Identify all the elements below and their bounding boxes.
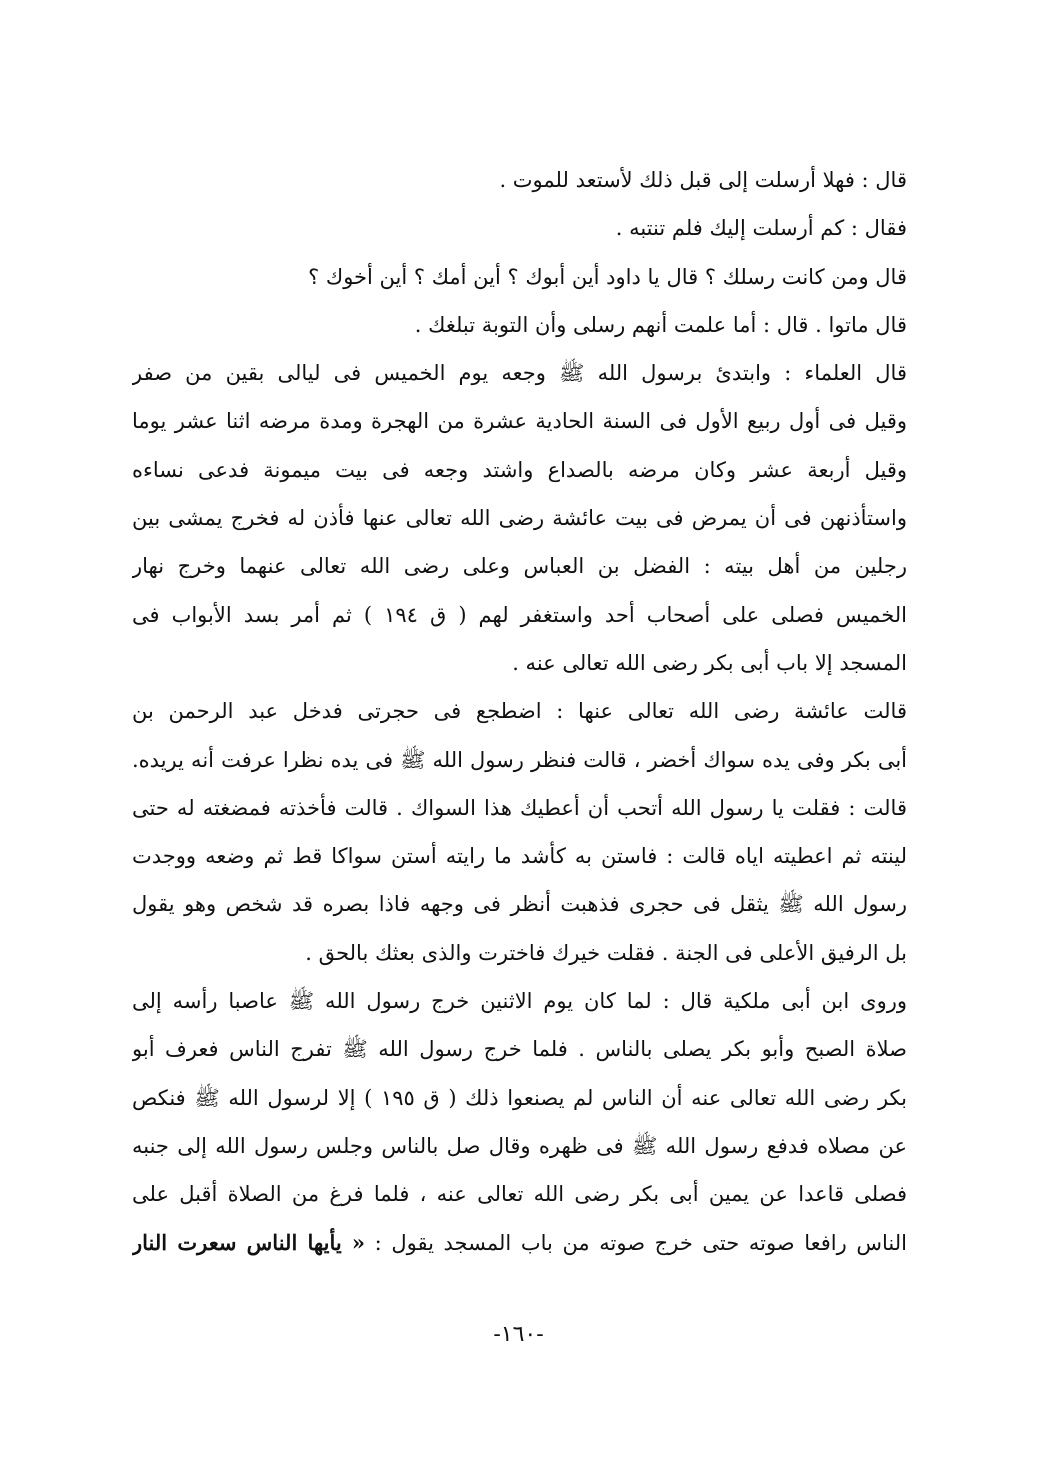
text-line: رسول الله ﷺ يثقل فى حجرى فذهبت أنظر فى وجهه فاذا بصره قد شخص وهو يقول [132,892,907,917]
text-line: قالت : فقلت يا رسول الله أتحب أن أعطيك هذا السواك . قالت فأخذته فمضغته له حتى [132,795,907,820]
text-line: قال ماتوا . قال : أما علمت أنهم رسلى وأن التوبة تبلغك . [414,312,907,337]
text-line: الخميس فصلى على أصحاب أحد واستغفر لهم ( ق ١٩٤ ) ثم أمر بسد الأبواب فى [132,602,907,627]
page-number: -١٦٠- [493,1322,544,1347]
text-line: فصلى قاعدا عن يمين أبى بكر رضى الله تعالى عنه ، فلما فرغ من الصلاة أقبل على [132,1182,907,1207]
text-line: عن مصلاه فدفع رسول الله ﷺ فى ظهره وقال صل بالناس وجلس رسول الله إلى جنبه [132,1133,907,1158]
text-line: رجلين من أهل بيته : الفضل بن العباس وعلى رضى الله تعالى عنهما وخرج نهار [132,554,907,579]
text-line: بل الرفيق الأعلى فى الجنة . فقلت خيرك فاخترت والذى بعثك بالحق . [305,940,907,965]
text-line: المسجد إلا باب أبى بكر رضى الله تعالى عنه . [512,650,907,675]
text-line-final [132,1219,907,1267]
page-body-text [132,156,907,1267]
final-line-text: الناس رافعا صوته حتى خرج صوته من باب المسجد يقول : [374,1230,907,1255]
text-line: قالت عائشة رضى الله تعالى عنها : اضطجع فى حجرتى فدخل عبد الرحمن بن [132,699,907,724]
text-line: بكر رضى الله تعالى عنه أن الناس لم يصنعوا ذلك ( ق ١٩٥ ) إلا لرسول الله ﷺ فنكص [132,1085,907,1110]
text-line: قال ومن كانت رسلك ؟ قال يا داود أين أبوك ؟ أين أمك ؟ أين أخوك ؟ [308,264,907,289]
text-line: أبى بكر وفى يده سواك أخضر ، قالت فنظر رسول الله ﷺ فى يده نظرا عرفت أنه يريده. [132,747,907,772]
text-line: وقيل أربعة عشر وكان مرضه بالصداع واشتد وجعه فى بيت ميمونة فدعى نساءه [132,457,907,482]
text-line: وروى ابن أبى ملكية قال : لما كان يوم الاثنين خرج رسول الله ﷺ عاصبا رأسه إلى [132,989,907,1014]
text-line: قال العلماء : وابتدئ برسول الله ﷺ وجعه يوم الخميس فى ليالى بقين من صفر [132,361,907,386]
text-line: فقال : كم أرسلت إليك فلم تنتبه . [615,216,907,241]
text-line: واستأذنهن فى أن يمرض فى بيت عائشة رضى الله تعالى عنها فأذن له فخرج يمشى بين [132,506,907,531]
text-line: قال : فهلا أرسلت إلى قبل ذلك لأستعد للموت . [499,168,907,192]
text-line: صلاة الصبح وأبو بكر يصلى بالناس . فلما خرج رسول الله ﷺ تفرج الناس فعرف أبو [132,1037,907,1062]
text-line: وقيل فى أول ربيع الأول فى السنة الحادية عشرة من الهجرة ومدة مرضه اثنا عشر يوما [132,409,907,434]
final-line-bold-quote: « يأيها الناس سعرت النار [132,1229,366,1255]
text-line: لينته ثم اعطيته اياه قالت : فاستن به كأشد ما رايته أستن سواكا قط ثم وضعه ووجدت [132,844,907,869]
